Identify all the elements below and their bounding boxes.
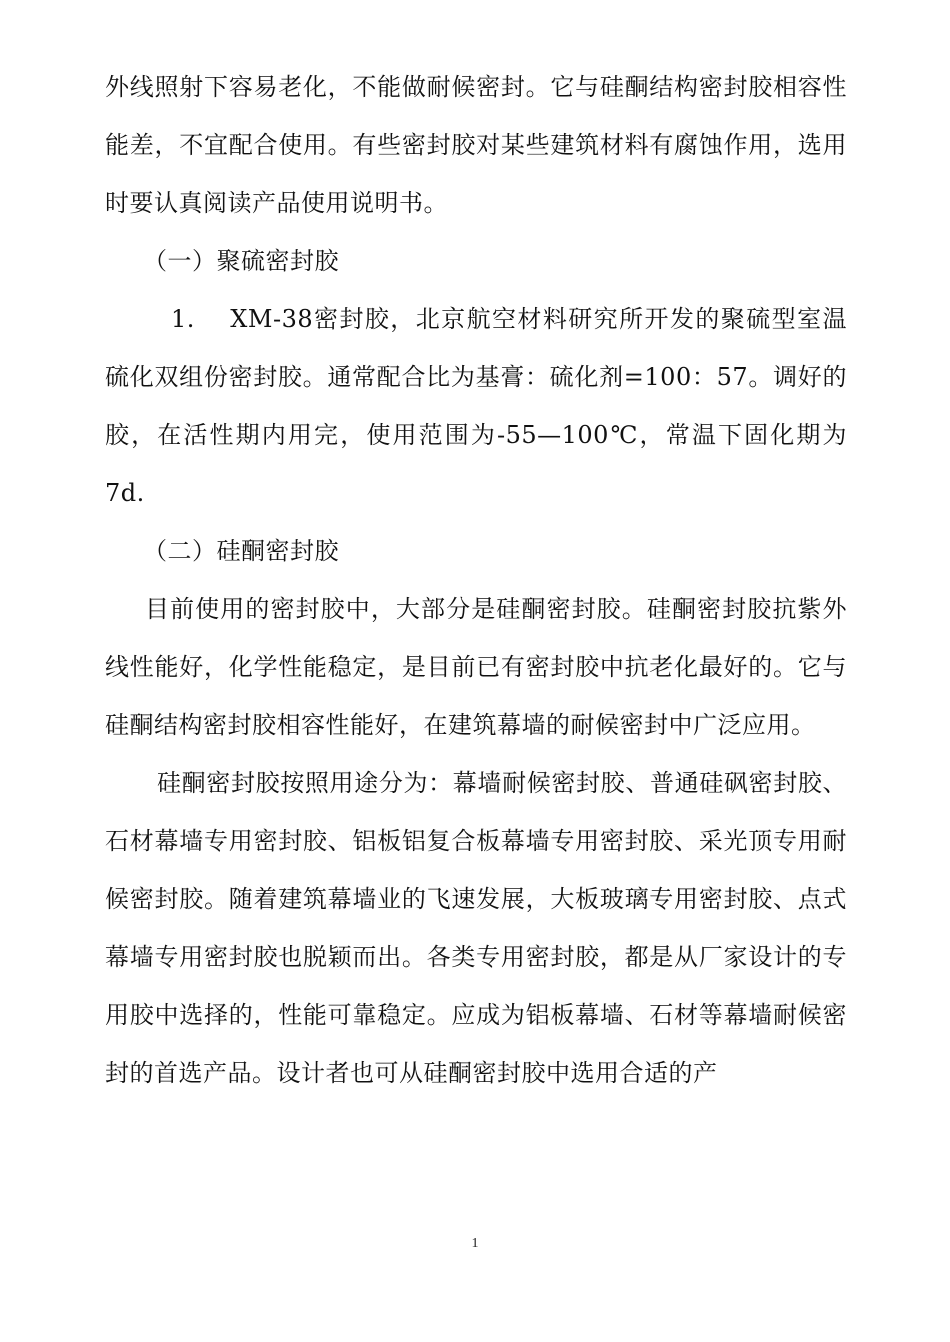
section-heading-polysulfide: （一）聚硫密封胶 (143, 247, 339, 275)
page-number: 1 (471, 1236, 479, 1251)
section-heading-silicone: （二）硅酮密封胶 (143, 537, 339, 565)
paragraph-silicone-intro: 目前使用的密封胶中，大部分是硅酮密封胶。硅酮密封胶抗紫外线性能好，化学性能稳定，是目前已有密封胶中抗老化最好的。它与硅酮结构密封胶相容性能好，在建筑幕墙的耐候密封中广泛应用。 (105, 595, 847, 739)
list-item-xm38: 1. XM-38密封胶，北京航空材料研究所开发的聚硫型室温硫化双组份密封胶。通常配合比为基膏：硫化剂=100：57。调好的胶，在活性期内用完，使用范围为-55—100℃，常温下固化期为7d. (105, 305, 847, 507)
document-body (105, 58, 847, 1102)
paragraph-silicone-types: 硅酮密封胶按照用途分为：幕墙耐候密封胶、普通硅砜密封胶、石材幕墙专用密封胶、铝板铝复合板幕墙专用密封胶、采光顶专用耐候密封胶。随着建筑幕墙业的飞速发展，大板玻璃专用密封胶、点式幕墙专用密封胶也脱颖而出。各类专用密封胶，都是从厂家设计的专用胶中选择的，性能可靠稳定。应成为铝板幕墙、石材等幕墙耐候密封的首选产品。设计者也可从硅酮密封胶中选用合适的产 (105, 769, 847, 1087)
paragraph-continuation: 外线照射下容易老化，不能做耐候密封。它与硅酮结构密封胶相容性能差，不宜配合使用。有些密封胶对某些建筑材料有腐蚀作用，选用时要认真阅读产品使用说明书。 (105, 73, 847, 217)
